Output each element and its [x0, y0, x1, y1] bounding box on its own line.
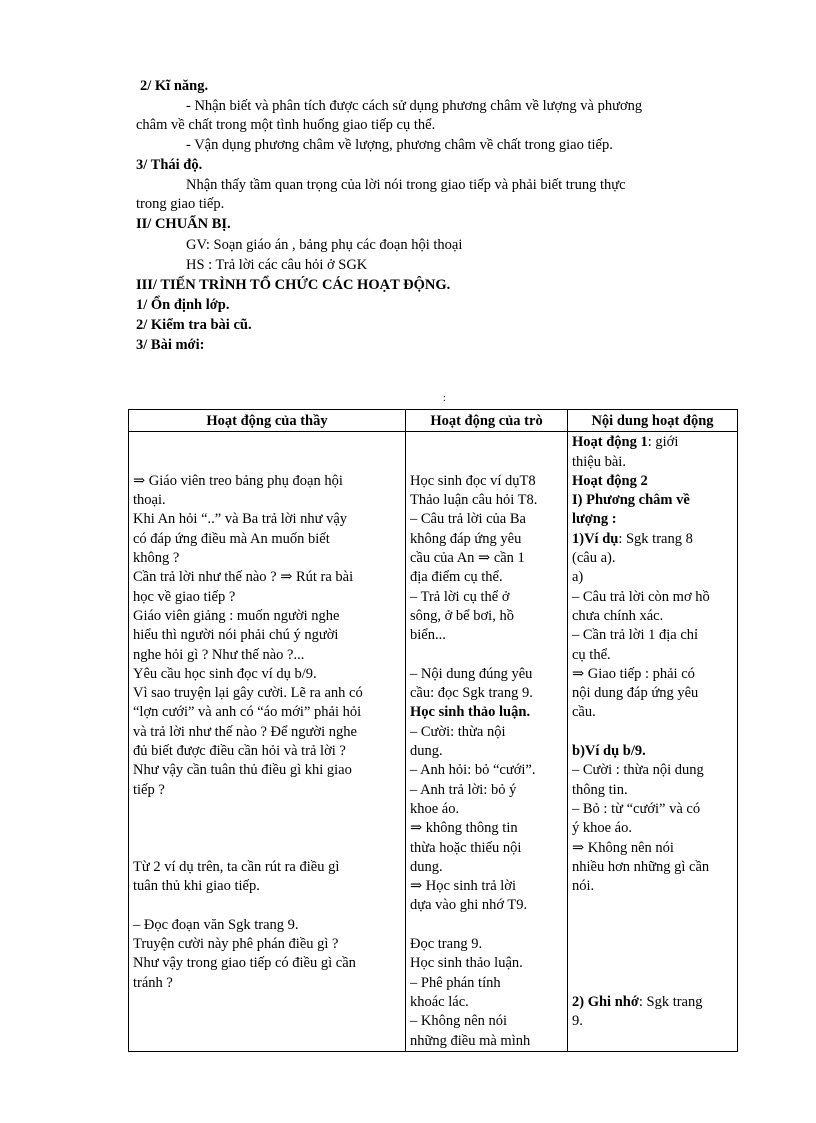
content-line: chưa chính xác.	[572, 607, 664, 624]
student-line: không đáp ứng yêu	[410, 530, 522, 547]
student-line: – Nội dung đúng yêu	[410, 665, 533, 682]
skills-heading: 2/ Kĩ năng.	[140, 78, 209, 94]
student-line: Thảo luận câu hỏi T8.	[410, 492, 538, 509]
colon-mark: :	[443, 393, 446, 404]
header-student: Hoạt động của trò	[406, 410, 568, 432]
teacher-line	[133, 819, 401, 838]
student-line: – Không nên nói	[410, 1013, 508, 1030]
teacher-line	[133, 800, 401, 819]
teacher-line	[133, 839, 401, 858]
student-line: địa điểm cụ thể.	[410, 569, 503, 586]
student-line: – Anh hỏi: bỏ “cưới”.	[410, 762, 536, 779]
skills-line-1: - Nhận biết và phân tích được cách sử dụng phương châm về lượng và phương	[186, 98, 643, 114]
teacher-line: Khi An hỏi “..” và Ba trả lời như vậy	[133, 511, 348, 528]
student-line: Học sinh thảo luận.	[410, 704, 531, 721]
teacher-line: Giáo viên giảng : muốn người nghe	[133, 607, 340, 624]
teacher-cell	[129, 432, 406, 1052]
student-line: sông, ở bể bơi, hồ	[410, 607, 514, 624]
content-line: ⇒ Giao tiếp : phải có	[572, 665, 695, 682]
content-line: Hoạt động 2	[572, 472, 648, 489]
student-line: dung.	[410, 743, 443, 760]
teacher-line: nghe hỏi gì ? Như thế nào ?...	[133, 646, 305, 663]
step-2: 2/ Kiểm tra bài cũ.	[136, 317, 252, 333]
student-line: – Cười: thừa nội	[410, 723, 506, 740]
student-line	[410, 916, 563, 935]
teacher-line: Như vậy trong giao tiếp có điều gì cần	[133, 955, 356, 972]
student-line: khoác lác.	[410, 993, 469, 1010]
step-3: 3/ Bài mới:	[136, 337, 205, 353]
content-line: nội dung đáp ứng yêu	[572, 685, 699, 702]
header-teacher: Hoạt động của thầy	[129, 410, 406, 432]
student-line: Học sinh đọc ví dụT8	[410, 472, 536, 489]
process-heading: III/ TIẾN TRÌNH TỔ CHỨC CÁC HOẠT ĐỘNG.	[136, 277, 451, 293]
prep-gv: GV: Soạn giáo án , bảng phụ các đoạn hội thoại	[186, 237, 463, 253]
prep-hs: HS : Trả lời các câu hỏi ở SGK	[186, 257, 368, 273]
student-line: ⇒ không thông tin	[410, 820, 518, 837]
teacher-line: Yêu cầu học sinh đọc ví dụ b/9.	[133, 665, 317, 682]
content-cell	[568, 432, 738, 1052]
teacher-line: tránh ?	[133, 974, 173, 991]
content-line	[572, 954, 733, 973]
teacher-line: – Đọc đoạn văn Sgk trang 9.	[133, 916, 299, 933]
content-line: nói.	[572, 878, 595, 895]
student-line: biển...	[410, 627, 446, 644]
header-content: Nội dung hoạt động	[568, 410, 738, 432]
student-line: thừa hoặc thiếu nội	[410, 839, 522, 856]
activities-table	[128, 409, 738, 1052]
teacher-line: tuân thủ khi giao tiếp.	[133, 878, 260, 895]
student-line	[410, 433, 563, 452]
content-line: thông tin.	[572, 781, 628, 798]
student-line: – Trả lời cụ thể ở	[410, 588, 510, 605]
teacher-line	[133, 433, 401, 452]
content-line	[572, 916, 733, 935]
student-line: – Anh trả lời: bỏ ý	[410, 781, 517, 798]
student-cell	[406, 432, 568, 1052]
content-line	[572, 723, 733, 742]
content-line: ý khoe áo.	[572, 820, 632, 837]
content-line: – Cần trả lời 1 địa chỉ	[572, 627, 699, 644]
student-line: những điều mà mình	[410, 1032, 531, 1049]
content-line: I) Phương châm về	[572, 492, 690, 509]
teacher-line: đủ biết được điều cần hỏi và trả lời ?	[133, 743, 346, 760]
content-line: b)Ví dụ b/9.	[572, 743, 646, 760]
teacher-line: Vì sao truyện lại gây cười. Lẽ ra anh có	[133, 685, 363, 702]
content-line: Hoạt động 1: giới	[572, 434, 679, 451]
teacher-line: Từ 2 ví dụ trên, ta cần rút ra điều gì	[133, 858, 340, 875]
teacher-line: Như vậy cần tuân thủ điều gì khi giao	[133, 762, 352, 779]
content-line: lượng :	[572, 511, 617, 528]
content-line: 2) Ghi nhớ: Sgk trang	[572, 993, 703, 1010]
content-line: – Cười : thừa nội dung	[572, 762, 704, 779]
student-line	[410, 646, 563, 665]
student-line	[410, 453, 563, 472]
content-line	[572, 974, 733, 993]
teacher-line	[133, 453, 401, 472]
teacher-line: Truyện cười này phê phán điều gì ?	[133, 936, 339, 953]
teacher-line: không ?	[133, 550, 180, 567]
attitude-line-1b: trong giao tiếp.	[136, 196, 225, 212]
skills-line-2: - Vận dụng phương châm về lượng, phương châm về chất trong giao tiếp.	[186, 137, 613, 153]
teacher-line: hiểu thì người nói phải chú ý người	[133, 627, 339, 644]
teacher-line: học về giao tiếp ?	[133, 588, 236, 605]
teacher-line: thoại.	[133, 492, 166, 509]
student-line: khoe áo.	[410, 800, 460, 817]
content-line: cầu.	[572, 704, 596, 721]
content-line: thiệu bài.	[572, 453, 626, 470]
step-1: 1/ Ổn định lớp.	[136, 297, 230, 313]
content-line: nhiều hơn những gì cần	[572, 858, 710, 875]
student-line: ⇒ Học sinh trả lời	[410, 878, 516, 895]
teacher-line: ⇒ Giáo viên treo bảng phụ đoạn hội	[133, 472, 343, 489]
student-line: dựa vào ghi nhớ T9.	[410, 897, 528, 914]
attitude-line-1: Nhận thấy tầm quan trọng của lời nói trong giao tiếp và phải biết trung thực	[186, 177, 626, 193]
teacher-line: có đáp ứng điều mà An muốn biết	[133, 530, 330, 547]
content-line	[572, 935, 733, 954]
student-line: Học sinh thảo luận.	[410, 955, 523, 972]
content-line: – Bỏ : từ “cưới” và có	[572, 800, 701, 817]
content-line: (câu a).	[572, 550, 616, 567]
content-line	[572, 896, 733, 915]
content-line: 1)Ví dụ: Sgk trang 8	[572, 530, 693, 547]
content-line: 9.	[572, 1013, 583, 1030]
skills-line-1b: châm về chất trong một tình huống giao tiếp cụ thể.	[136, 117, 436, 133]
attitude-heading: 3/ Thái độ.	[136, 157, 203, 173]
student-line: cầu của An ⇒ cần 1	[410, 550, 525, 567]
teacher-line: “lợn cưới” và anh có “áo mới” phải hỏi	[133, 704, 362, 721]
student-line: – Phê phán tính	[410, 974, 501, 991]
student-line: cầu: đọc Sgk trang 9.	[410, 685, 533, 702]
content-line: a)	[572, 569, 584, 586]
prep-heading: II/ CHUẨN BỊ.	[136, 216, 231, 232]
student-line: Đọc trang 9.	[410, 936, 483, 953]
student-line: dung.	[410, 858, 443, 875]
teacher-line: Cần trả lời như thế nào ? ⇒ Rút ra bài	[133, 569, 354, 586]
content-line: cụ thể.	[572, 646, 611, 663]
teacher-line: tiếp ?	[133, 781, 165, 798]
teacher-line: và trả lời như thế nào ? Để người nghe	[133, 723, 357, 740]
content-line: ⇒ Không nên nói	[572, 839, 674, 856]
student-line: – Câu trả lời của Ba	[410, 511, 526, 528]
content-line: – Câu trả lời còn mơ hồ	[572, 588, 710, 605]
teacher-line	[133, 896, 401, 915]
